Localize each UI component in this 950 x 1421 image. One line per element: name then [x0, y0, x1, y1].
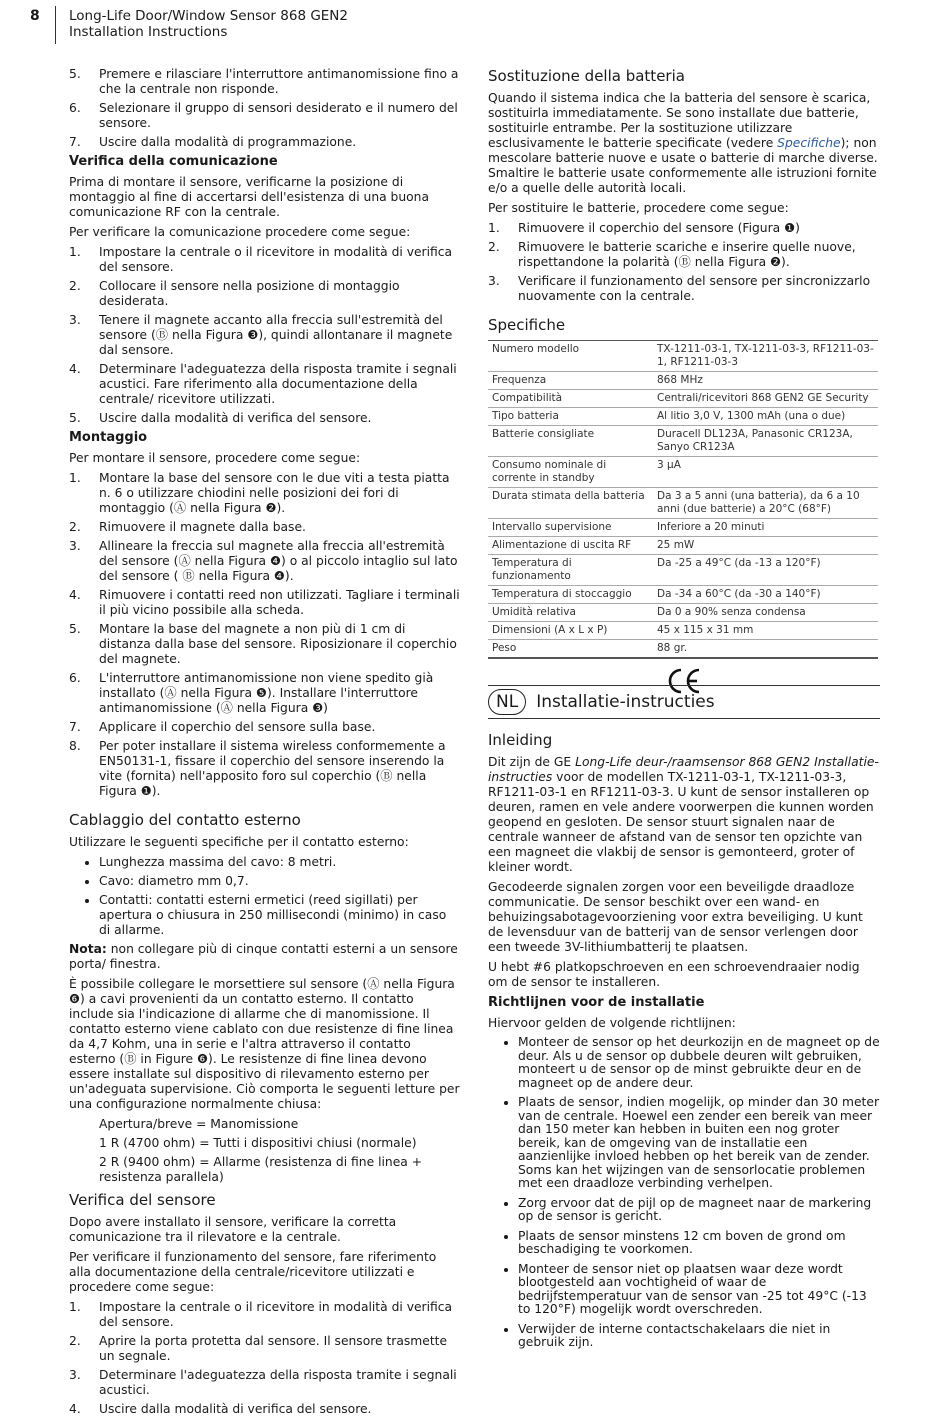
- step-number: 1.: [488, 221, 500, 235]
- step-text: Verificare il funzionamento del sensore per sincronizzarlo nuovamente con la centrale.: [518, 274, 871, 303]
- programming-steps: [69, 67, 461, 150]
- step-item: [69, 622, 461, 667]
- right-column: [488, 67, 880, 699]
- step-text: Impostare la centrale o il ricevitore in modalità di verifica del sensore.: [99, 245, 453, 274]
- spec-label: Temperatura di funzionamento: [488, 555, 653, 586]
- step-number: 3.: [69, 539, 81, 553]
- step-text: Montare la base del magnete a non più di 1 cm di distanza dalla base del sensore. Riposizionare il coperchio del magnete.: [99, 622, 457, 666]
- bullet-item: • Contatti: contatti esterni ermetici (reed sigillati) per apertura o chiusura in 250 millisecondi (minimo) in caso di allarme.: [99, 893, 461, 938]
- spec-row: [488, 640, 878, 659]
- step-item: [69, 671, 461, 716]
- section-heading-verifica-sensore: Verifica del sensore: [69, 1191, 216, 1209]
- step-text: Rimuovere le batterie scariche e inserire quelle nuove, rispettandone la polarità (Ⓑ nella Figura ❷).: [518, 240, 856, 269]
- step-number: 2.: [69, 520, 81, 534]
- paragraph: [488, 755, 880, 875]
- spec-value: Da 3 a 5 anni (una batteria), da 6 a 10 anni (due batterie) a 20°C (68°F): [653, 488, 878, 519]
- step-number: 4.: [69, 362, 81, 376]
- step-text: Collocare il sensore nella posizione di montaggio desiderata.: [99, 279, 400, 308]
- paragraph: [488, 91, 880, 196]
- note-label: Nota:: [69, 942, 107, 956]
- step-item: [69, 362, 461, 407]
- bullet-item: • Lunghezza massima del cavo: 8 metri.: [99, 855, 461, 870]
- step-number: 1.: [69, 245, 81, 259]
- step-number: 2.: [69, 279, 81, 293]
- step-item: [69, 539, 461, 584]
- step-number: 6.: [69, 101, 81, 115]
- step-item: [69, 1300, 461, 1330]
- text-italic: Long-Life deur-/raamsensor 868 GEN2 Installatie-instructies: [488, 755, 879, 784]
- step-text: Montare la base del sensore con le due viti a testa piatta n. 6 o utilizzare chiodini nelle posizioni dei fori di montaggio (Ⓐ nella Figura ❷).: [99, 471, 450, 515]
- step-text: Determinare l'adeguatezza della risposta tramite i segnali acustici. Fare riferimento alla documentazione della centrale/ ricevitore utilizzati.: [99, 362, 457, 406]
- spec-label: Consumo nominale di corrente in standby: [488, 457, 653, 488]
- step-text: Per poter installare il sistema wireless conformemente a EN50131-1, fissare il coperchio del sensore inserendo la vite (fornita) nell'apposito foro sul coperchio (Ⓑ nella Figura ❶).: [99, 739, 446, 798]
- verifica-comunicazione-steps: [69, 245, 461, 426]
- reading-line: Apertura/breve = Manomissione: [99, 1117, 299, 1131]
- step-number: 5.: [69, 67, 81, 81]
- step-text: Rimuovere i contatti reed non utilizzati. Tagliare i terminali il più vicino possibile alla scheda.: [99, 588, 460, 617]
- spec-row: [488, 488, 878, 519]
- paragraph: Per verificare il funzionamento del sensore, fare riferimento alla documentazione della centrale/ricevitore utilizzati e procedere come segue:: [69, 1250, 437, 1294]
- reading-line: 2 R (9400 ohm) = Allarme (resistenza di fine linea + resistenza parallela): [99, 1155, 423, 1184]
- paragraph: Prima di montare il sensore, verificarne la posizione di montaggio al fine di accertarsi dell'esistenza di una buona comunicazione RF con la centrale.: [69, 175, 430, 219]
- paragraph: Dopo avere installato il sensore, verificare la corretta comunicazione tra il rilevatore e la centrale.: [69, 1215, 397, 1244]
- step-item: [69, 135, 461, 150]
- step-number: 1.: [69, 1300, 81, 1314]
- paragraph: U hebt #6 platkopschroeven en een schroevendraaier nodig om de sensor te installeren.: [488, 960, 860, 989]
- paragraph: Per sostituire le batterie, procedere come segue:: [488, 201, 789, 215]
- spec-value: TX-1211-03-1, TX-1211-03-3, RF1211-03-1, RF1211-03-3: [653, 341, 878, 372]
- spec-row: [488, 622, 878, 640]
- step-number: 5.: [69, 622, 81, 636]
- document-title: [69, 8, 348, 40]
- spec-value: Inferiore a 20 minuti: [653, 519, 878, 537]
- step-item: [69, 279, 461, 309]
- spec-value: 88 gr.: [653, 640, 878, 659]
- paragraph: Utilizzare le seguenti specifiche per il contatto esterno:: [69, 835, 409, 849]
- bullet-item: • Monteer de sensor op het deurkozijn en de magneet op de deur. Als u de sensor op dubbele deuren wilt gebruiken, monteert u de sensor op de minst gebruikte deur en de magneet op de andere deur.: [518, 1036, 880, 1090]
- step-text: Rimuovere il magnete dalla base.: [99, 520, 306, 534]
- section-heading-batteria: Sostituzione della batteria: [488, 67, 685, 85]
- spec-value: 45 x 115 x 31 mm: [653, 622, 878, 640]
- spec-value: Da 0 a 90% senza condensa: [653, 604, 878, 622]
- step-text: Tenere il magnete accanto alla freccia sull'estremità del sensore (Ⓑ nella Figura ❸), quindi allontanare il magnete dal sensore.: [99, 313, 453, 357]
- paragraph: Per verificare la comunicazione procedere come segue:: [69, 225, 411, 239]
- spec-row: [488, 390, 878, 408]
- spec-row: [488, 408, 878, 426]
- step-text: Rimuovere il coperchio del sensore (Figura ❶): [518, 221, 800, 235]
- spec-value: Da -34 a 60°C (da -30 a 140°F): [653, 586, 878, 604]
- header-divider: [55, 6, 56, 44]
- section-heading-cablaggio: Cablaggio del contatto esterno: [69, 811, 301, 829]
- step-number: 6.: [69, 671, 81, 685]
- spec-value: 3 µA: [653, 457, 878, 488]
- section-heading-richtlijnen: Richtlijnen voor de installatie: [488, 995, 705, 1010]
- section-heading-montaggio: Montaggio: [69, 430, 148, 445]
- section-title: Installatie-instructies: [536, 692, 715, 712]
- spec-value: Al litio 3,0 V, 1300 mAh (una o due): [653, 408, 878, 426]
- dutch-body: [488, 731, 880, 1350]
- spec-label: Intervallo supervisione: [488, 519, 653, 537]
- step-number: 2.: [69, 1334, 81, 1348]
- richtlijnen-bullets: [488, 1036, 880, 1350]
- spec-label: Tipo batteria: [488, 408, 653, 426]
- text: Quando il sistema indica che la batteria del sensore è scarica, sostituirla immediatamente. Se sono installate due batterie, sostituirle entrambe. Per la sostituzione utilizzare esclusivamente le batterie specificate (vedere: [488, 91, 871, 150]
- step-text: Uscire dalla modalità di verifica del sensore.: [99, 411, 372, 425]
- step-item: [69, 411, 461, 426]
- step-number: 4.: [69, 1402, 81, 1416]
- divider: [488, 718, 880, 719]
- spec-label: Alimentazione di uscita RF: [488, 537, 653, 555]
- spec-row: [488, 519, 878, 537]
- step-text: Selezionare il gruppo di sensori desiderato e il numero del sensore.: [99, 101, 458, 130]
- step-item: [488, 240, 880, 270]
- step-number: 3.: [69, 1368, 81, 1382]
- paragraph: È possibile collegare le morsettiere sul sensore (Ⓐ nella Figura ❻) a cavi provenienti da un contatto esterno. Il contatto include sia l'indicazione di allarme che di manomissione. Il contatto esterno viene cablato con due resistenze di fine linea da 4,7 Kohm, una in serie e l'altra attraverso il contatto esterno (Ⓑ in Figure ❻). Le resistenze di fine linea devono essere installate sul dispositivo di rilevamento esterno per un'adeguata supervisione. Ciò comporta le seguenti letture per una configurazione normalmente chiusa:: [69, 977, 460, 1111]
- step-item: [69, 1368, 461, 1398]
- text: voor de modellen TX-1211-03-1, TX-1211-03-3, RF1211-03-1 en RF1211-03-3. U kunt de sensor installeren op deuren, ramen en vele andere voorwerpen die kunnen worden geopend en gesloten. De sensor stuurt signalen naar de centrale wanneer de afstand van de sensor ten opzichte van een magneet die vlakbij de sensor is gemonteerd, groter of kleiner wordt.: [488, 770, 874, 874]
- spec-row: [488, 426, 878, 457]
- step-text: Determinare l'adeguatezza della risposta tramite i segnali acustici.: [99, 1368, 457, 1397]
- page-number: 8: [30, 8, 40, 24]
- step-text: Uscire dalla modalità di verifica del sensore.: [99, 1402, 372, 1416]
- bullet-item: • Verwijder de interne contactschakelaars die niet in gebruik zijn.: [518, 1323, 880, 1350]
- step-item: [69, 471, 461, 516]
- step-item: [69, 588, 461, 618]
- language-badge: NL: [488, 689, 526, 715]
- montaggio-steps: [69, 471, 461, 799]
- spec-label: Durata stimata della batteria: [488, 488, 653, 519]
- step-number: 7.: [69, 135, 81, 149]
- spec-row: [488, 604, 878, 622]
- spec-value: 868 MHz: [653, 372, 878, 390]
- step-item: [69, 1402, 461, 1417]
- bullet-item: • Zorg ervoor dat de pijl op de magneet naar de markering op de sensor is gericht.: [518, 1197, 880, 1224]
- left-column: [69, 67, 461, 1421]
- bullet-item: • Plaats de sensor minstens 12 cm boven de grond om beschadiging te voorkomen.: [518, 1230, 880, 1257]
- spec-label: Batterie consigliate: [488, 426, 653, 457]
- spec-label: Umidità relativa: [488, 604, 653, 622]
- spec-value: 25 mW: [653, 537, 878, 555]
- step-item: [69, 101, 461, 131]
- text: Dit zijn de GE: [488, 755, 576, 769]
- spec-label: Temperatura di stoccaggio: [488, 586, 653, 604]
- step-item: [69, 245, 461, 275]
- step-text: Aprire la porta protetta dal sensore. Il sensore trasmette un segnale.: [99, 1334, 448, 1363]
- paragraph: Gecodeerde signalen zorgen voor een beveiligde draadloze communicatie. De sensor beschikt over een wand- en behuizingsabotagevoorziening voor extra beveiliging. U kunt de levensduur van de batterij van de sensor verlengen door een tweede 3V-lithiumbatterij te plaatsen.: [488, 880, 863, 954]
- spec-value: Duracell DL123A, Panasonic CR123A, Sanyo CR123A: [653, 426, 878, 457]
- spec-row: [488, 555, 878, 586]
- note: [69, 942, 461, 972]
- step-text: Applicare il coperchio del sensore sulla base.: [99, 720, 376, 734]
- step-number: 8.: [69, 739, 81, 753]
- step-number: 2.: [488, 240, 500, 254]
- text: ); non mescolare batterie nuove e usate o batterie di marche diverse. Smaltire le batterie usate conformemente alle istruzioni fornite e/o a quelle delle autorità locali.: [488, 136, 878, 195]
- section-heading-verifica-comunicazione: Verifica della comunicazione: [69, 154, 278, 169]
- note-text: non collegare più di cinque contatti esterni a un sensore porta/ finestra.: [69, 942, 458, 971]
- step-item: [69, 313, 461, 358]
- step-item: [488, 221, 880, 236]
- step-number: 5.: [69, 411, 81, 425]
- step-number: 1.: [69, 471, 81, 485]
- spec-label: Peso: [488, 640, 653, 659]
- resistance-readings: [69, 1117, 461, 1185]
- section-heading-inleiding: Inleiding: [488, 731, 553, 749]
- spec-label: Compatibilità: [488, 390, 653, 408]
- document-title-line1: Long-Life Door/Window Sensor 868 GEN2: [69, 8, 348, 24]
- step-number: 3.: [488, 274, 500, 288]
- spec-label: Numero modello: [488, 341, 653, 372]
- specifiche-link[interactable]: Specifiche: [777, 136, 841, 150]
- spec-row: [488, 586, 878, 604]
- dutch-section-header: [488, 686, 880, 718]
- paragraph: Per montare il sensore, procedere come segue:: [69, 451, 361, 465]
- bullet-item: • Monteer de sensor niet op plaatsen waar deze wordt blootgesteld aan vochtigheid of waar de bedrijfstemperatuur van de sensor van -25 tot 49°C (-13 to 120°F) mogelijk wordt overschreden.: [518, 1263, 880, 1317]
- step-item: [69, 720, 461, 735]
- spec-row: [488, 537, 878, 555]
- specifications-table: [488, 340, 878, 659]
- step-text: Premere e rilasciare l'interruttore antimanomissione fino a che la centrale non risponde.: [99, 67, 459, 96]
- step-number: 7.: [69, 720, 81, 734]
- step-text: Allineare la freccia sul magnete alla freccia all'estremità del sensore (Ⓐ nella Figura ❹) o al piccolo intaglio sul lato del sensore ( Ⓑ nella Figura ❹).: [99, 539, 458, 583]
- step-item: [69, 739, 461, 799]
- step-item: [69, 520, 461, 535]
- step-number: 4.: [69, 588, 81, 602]
- reading-line: 1 R (4700 ohm) = Tutti i dispositivi chiusi (normale): [99, 1136, 417, 1150]
- spec-label: Dimensioni (A x L x P): [488, 622, 653, 640]
- spec-value: Centrali/ricevitori 868 GEN2 GE Security: [653, 390, 878, 408]
- document-title-line2: Installation Instructions: [69, 24, 228, 40]
- spec-label: Frequenza: [488, 372, 653, 390]
- spec-row: [488, 341, 878, 372]
- spec-row: [488, 372, 878, 390]
- dutch-section: [488, 685, 880, 1356]
- spec-row: [488, 457, 878, 488]
- spec-value: Da -25 a 49°C (da -13 a 120°F): [653, 555, 878, 586]
- step-item: [488, 274, 880, 304]
- step-text: Uscire dalla modalità di programmazione.: [99, 135, 357, 149]
- step-text: Impostare la centrale o il ricevitore in modalità di verifica del sensore.: [99, 1300, 453, 1329]
- paragraph: Hiervoor gelden de volgende richtlijnen:: [488, 1016, 736, 1030]
- verifica-sensore-steps: [69, 1300, 461, 1417]
- section-heading-specifiche: Specifiche: [488, 316, 566, 334]
- step-number: 3.: [69, 313, 81, 327]
- step-item: [69, 67, 461, 97]
- cablaggio-bullets: [69, 855, 461, 938]
- bullet-item: • Cavo: diametro mm 0,7.: [99, 874, 461, 889]
- step-text: L'interruttore antimanomissione non viene spedito già installato (Ⓐ nella Figura ❺). Installare l'interruttore antimanomissione (Ⓐ nella Figura ❸): [99, 671, 434, 715]
- batteria-steps: [488, 221, 880, 304]
- bullet-item: • Plaats de sensor, indien mogelijk, op minder dan 30 meter van de centrale. Hoewel een zender een bereik van meer dan 150 meter kan hebben in buiten een nog groter bereik, kan de omgeving van de installatie een aanzienlijke invloed hebben op het bereik van de zender. Soms kan het wijzingen van de sensorlocatie problemen met een draadloze verbinding verhelpen.: [518, 1096, 880, 1191]
